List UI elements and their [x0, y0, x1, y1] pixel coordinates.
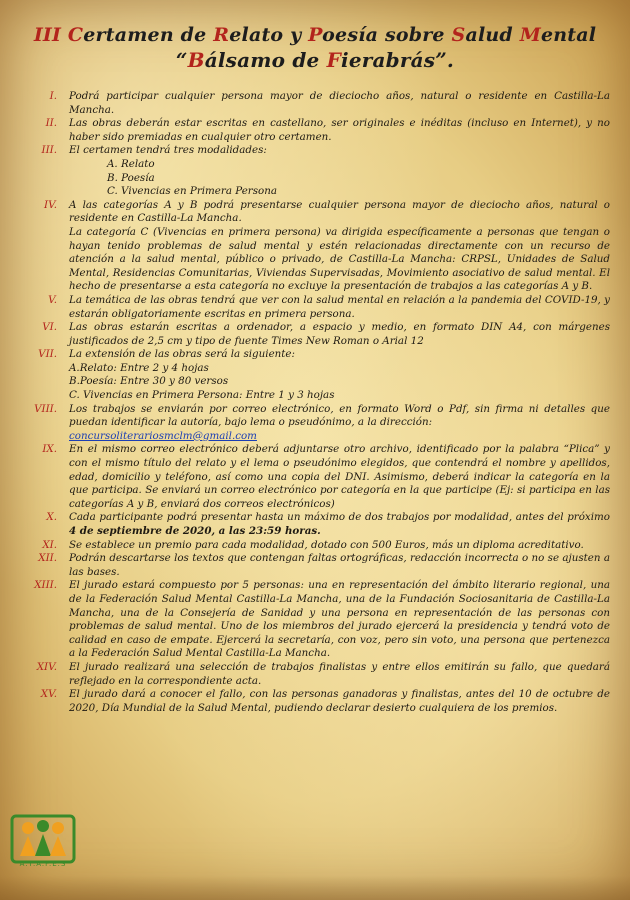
rule-item [0, 661, 630, 688]
rule-item [0, 321, 630, 348]
rule-text [69, 539, 610, 553]
title-text: ierabrás [341, 48, 436, 72]
rule-number: XII. [38, 552, 57, 565]
rule-text [69, 348, 610, 362]
title-text: ental [540, 24, 597, 46]
title-capital: C [67, 24, 84, 46]
rule-item [0, 90, 630, 117]
rule-number: XV. [40, 688, 57, 701]
rule-text-span: Las obras estarán escritas a ordenador, a espacio y medio, en formato DIN A4, con márgenes justificados de 2,5 cm y tipo de fuente Times New Roman o Arial 12 [69, 321, 610, 347]
title-capital: P [308, 24, 323, 46]
rule-text-span: La categoría C (Vivencias en primera persona) va dirigida específicamente a personas que tengan o hayan tenido problemas de salud mental y estén relacionadas directamente con un recurso de atención a la salud mental, público o privado, de Castilla-La Mancha: CRPSL, Unidades de Salud Mental, Residencias Comunitarias, Viviendas Supervisadas, Movimiento asociativo de salud mental. El hecho de presentarse a esta categoría no excluye la presentación de trabajos a las categorías A y B. [69, 225, 610, 293]
page-title-line-1 [0, 24, 630, 46]
rule-item [0, 403, 630, 444]
rule-text [69, 199, 610, 226]
rule-item [0, 117, 630, 144]
title-capital: F [326, 48, 342, 72]
title-capital: III [33, 24, 68, 46]
rule-text-span: En el mismo correo electrónico deberá adjuntarse otro archivo, identificado por la palabra “Plica” y con el mismo título del relato y el lema o pseudónimo elegidos, que contendrá el nombre y apellidos, edad, domicilio y teléfono, así como una copia del DNI. Asimismo, deberá indicar la categoría en la que participa. Se enviará un correo electrónico por categoría en la que participe (Ej: si participa en las categorías A y B, enviará dos correos electrónicos) [69, 443, 610, 510]
rule-item [0, 144, 630, 198]
rule-number: XI. [42, 538, 57, 551]
rule-text-span: C. Vivencias en Primera Persona: Entre 1 y 3 hojas [69, 389, 335, 402]
modality-item: A. Relato [107, 157, 155, 170]
rule-text [69, 362, 610, 376]
rule-text-span: B.Poesía: Entre 30 y 80 versos [69, 375, 229, 388]
title-text: álsamo de [204, 48, 327, 72]
rule-text [69, 117, 610, 144]
rule-text-span: Podrán descartarse los textos que contengan faltas ortográficas, redacción incorrecta o no se ajusten a las bases. [69, 552, 610, 578]
rule-text-span: El jurado realizará una selección de trabajos finalistas y entre ellos emitirán su fallo, que quedará reflejado en la correspondiente acta. [69, 660, 610, 687]
rule-number: V. [48, 293, 57, 306]
rule-text [69, 661, 610, 688]
rule-number: VII. [38, 348, 57, 361]
title-capital: S [451, 24, 466, 46]
rule-number: X. [46, 511, 57, 524]
rule-number: VI. [42, 321, 57, 334]
rule-text-span: El jurado estará compuesto por 5 personas: una en representación del ámbito literario regional, una de la Federación Salud Mental Castilla-La Mancha, una de la Fundación Sociosanitaria de Castilla-La Mancha, una de la Consejería de Sanidad y una persona en representación de las personas con problemas de salud mental. Uno de los miembros del jurado ejercerá la presidencia y tendrá voto de calidad en caso de empate. Ejercerá la secretaría, con voz, pero sin voto, una persona que pertenezca a la Federación Salud Mental Castilla-La Mancha. [69, 579, 610, 660]
rule-item [0, 539, 630, 553]
atafes-logo-text: A.T.A.F.E.S [19, 860, 67, 868]
email-link[interactable]: concursoliterariosmclm@gmail.com [69, 429, 257, 442]
rule-text [69, 389, 610, 403]
rule-item [0, 688, 630, 715]
rule-text [69, 321, 610, 348]
title-text: ”. [435, 48, 455, 72]
rule-text [69, 375, 610, 389]
title-text: alud [465, 24, 520, 46]
rule-text [69, 552, 610, 579]
rule-item [0, 348, 630, 402]
rule-text-span: Los trabajos se enviarán por correo electrónico, en formato Word o Pdf, sin firma ni detalles que puedan identificar la autoría, bajo lema o pseudónimo, a la dirección: [69, 402, 610, 429]
rule-text-span: A.Relato: Entre 2 y 4 hojas [69, 361, 209, 374]
rule-text-span: Cada participante podrá presentar hasta un máximo de dos trabajos por modalidad, antes del próximo [69, 511, 610, 524]
rule-text-span: La extensión de las obras será la siguiente: [69, 348, 295, 361]
rule-item [0, 443, 630, 511]
rule-number: XIV. [36, 660, 57, 673]
modality-item: B. Poesía [107, 171, 155, 184]
rule-text [69, 688, 610, 715]
bottom-band [0, 876, 630, 900]
deadline-text: 4 de septiembre de 2020, a las 23:59 horas. [69, 525, 321, 537]
rule-text [69, 144, 610, 158]
rule-text [69, 294, 610, 321]
rule-number: VIII. [34, 402, 57, 415]
rule-text [69, 403, 610, 430]
rule-text-span: El certamen tendrá tres modalidades: [69, 144, 267, 157]
rule-number: XIII. [34, 579, 57, 592]
title-text: ertamen de [83, 24, 214, 46]
title-text: oesía sobre [322, 24, 452, 46]
rule-item [0, 511, 630, 538]
rule-text-span: Podrá participar cualquier persona mayor de dieciocho años, natural o residente en Castilla-La Mancha. [69, 90, 610, 116]
rule-text [69, 90, 610, 117]
rule-item [0, 199, 630, 294]
rule-text-span: El jurado dará a conocer el fallo, con las personas ganadoras y finalistas, antes del 10 de octubre de 2020, Día Mundial de la Salud Mental, pudiendo declarar desierto cualquiera de los premios. [69, 688, 610, 714]
modality-item: C. Vivencias en Primera Persona [107, 185, 277, 198]
title-capital: M [519, 24, 541, 46]
title-capital: B [187, 48, 205, 72]
rule-number: III. [41, 144, 57, 157]
rule-item [0, 294, 630, 321]
rules-list [0, 90, 630, 715]
rule-text-span: La temática de las obras tendrá que ver con la salud mental en relación a la pandemia del COVID-19, y estarán obligatoriamente escritas en primera persona. [69, 293, 610, 320]
rule-text [69, 511, 610, 538]
rule-number: IV. [44, 198, 57, 211]
title-text: “ [175, 48, 188, 72]
title-capital: R [213, 24, 230, 46]
rule-number: IX. [42, 443, 57, 456]
rule-text-span: Se establece un premio para cada modalidad, dotado con 500 Euros, más un diploma acreditativo. [69, 538, 584, 551]
rule-item [0, 579, 630, 661]
rule-text [69, 443, 610, 511]
rule-number: II. [45, 117, 57, 130]
rule-item [0, 552, 630, 579]
page-title-line-2 [0, 48, 630, 72]
rule-number: I. [49, 90, 57, 102]
rule-text [69, 226, 610, 294]
rule-text [69, 579, 610, 661]
title-text: elato y [229, 24, 309, 46]
rule-text-span: Las obras deberán estar escritas en castellano, ser originales e inéditas (incluso en Internet), y no haber sido premiadas en cualquier otro certamen. [69, 117, 610, 143]
rule-text-span: A las categorías A y B podrá presentarse cualquier persona mayor de dieciocho años, natural o residente en Castilla-La Mancha. [69, 198, 610, 225]
